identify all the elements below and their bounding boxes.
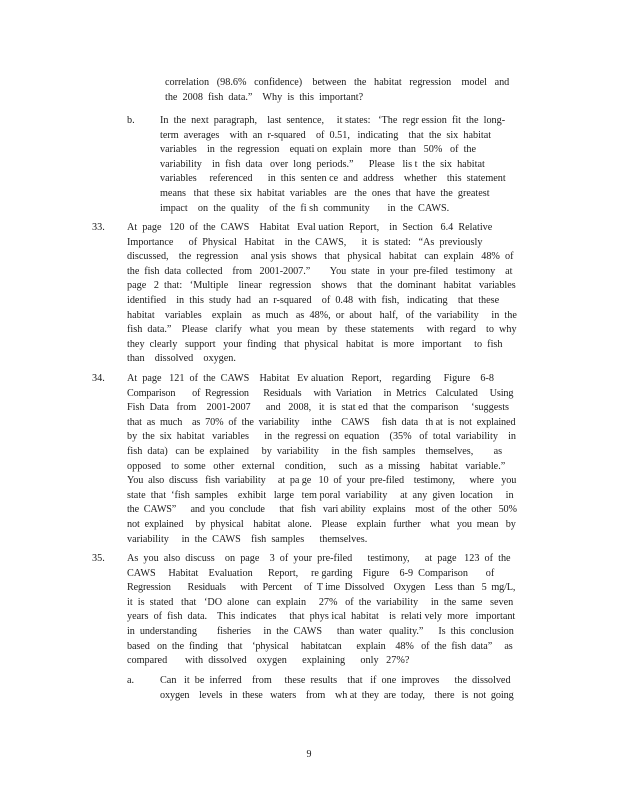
text-line: fish data) can be explained by variability in the fish samples themselves, as (127, 445, 503, 457)
text-line: in understanding fisheries in the CAWS than water quality.” Is this conclusion (127, 625, 514, 637)
subitem-label-a: a. (127, 675, 135, 686)
text-line: the 2008 fish data.” Why is this important? (165, 91, 364, 103)
text-line: Importance of Physical Habitat in the CAWS, it is stated: “As previously (127, 236, 483, 248)
page-number: 9 (306, 749, 312, 760)
text-line: Comparison of Regression Residuals with Variation in Metrics Calculated Using (127, 387, 514, 399)
question-number-34: 34. (92, 373, 105, 384)
text-line: identified in this study had an r-squared of 0.48 with fish, indicating that these (127, 294, 500, 306)
text-line: You also discuss fish variability at pa ge 10 of your pre-filed testimony, where you (127, 475, 517, 487)
text-line: not explained by physical habitat alone. Please explain further what you mean by (127, 518, 516, 530)
text-line: Fish Data from 2001-2007 and 2008, it is stat ed that the comparison ‘suggests (127, 402, 509, 414)
subitem-label-b: b. (127, 115, 135, 126)
text-line: based on the finding that ‘physical habitatcan explain 48% of the fish data” as (127, 640, 513, 652)
question-33-paragraph (127, 221, 517, 367)
text-line: term averages with an r-squared of 0.51, indicating that the six habitat (160, 129, 492, 141)
text-line: At page 121 of the CAWS Habitat Ev aluation Report, regarding Figure 6-8 (127, 373, 494, 384)
question-34-paragraph (127, 372, 517, 547)
text-line: years of fish data. This indicates that phys ical habitat is relati vely more important (127, 611, 516, 623)
text-line: Can it be inferred from these results that if one improves the dissolved (160, 675, 511, 686)
question-35-paragraph (127, 552, 517, 669)
text-line: CAWS Habitat Evaluation Report, re garding Figure 6-9 Comparison of (127, 567, 495, 579)
text-line: state that ‘fish samples exhibit large tem poral variability at any given location in (127, 489, 514, 501)
text-line: that as much as 70% of the variability inthe CAWS fish data th at is not explained (127, 416, 516, 428)
subitem-b-paragraph (160, 114, 518, 216)
question-number-33: 33. (92, 222, 105, 233)
continued-paragraph (165, 76, 515, 105)
text-line: variables referenced in this senten ce and address whether this statement (160, 173, 506, 185)
text-line: impact on the quality of the fi sh community in the CAWS. (160, 202, 450, 214)
text-line: variables in the regression equati on explain more than 50% of the (160, 144, 477, 156)
text-line: the CAWS” and you conclude that fish vari ability explains most of the other 50% (127, 504, 517, 516)
text-line: oxygen levels in these waters from wh at they are today, there is not going (160, 689, 514, 701)
text-line: the fish data collected from 2001-2007.” You state in your pre-filed testimony at (127, 265, 513, 277)
text-line: correlation (98.6% confidence) between the habitat regression model and (165, 77, 510, 88)
text-line: variability in the CAWS fish samples themselves. (127, 533, 368, 545)
text-line: than dissolved oxygen. (127, 353, 236, 365)
text-line: As you also discuss on page 3 of your pre-filed testimony, at page 123 of the (127, 553, 511, 564)
text-line: Regression Residuals with Percent of T ime Dissolved Oxygen Less than 5 mg/L, (127, 582, 516, 594)
text-line: it is stated that ‘DO alone can explain 27% of the variability in the same seven (127, 596, 514, 608)
text-line: means that these six habitat variables are the ones that have the greatest (160, 187, 490, 199)
text-line: opposed to some other external condition, such as a missing habitat variable.” (127, 460, 506, 472)
text-line: page 2 that: ‘Multiple linear regression shows that the dominant habitat variables (127, 280, 516, 292)
text-line: At page 120 of the CAWS Habitat Eval uation Report, in Section 6.4 Relative (127, 222, 493, 233)
text-line: In the next paragraph, last sentence, it states: ‘The regr ession fit the long- (160, 115, 506, 126)
subitem-a-paragraph (160, 674, 518, 703)
text-line: discussed, the regression anal ysis shows that physical habitat can explain 48% of (127, 251, 514, 263)
text-line: they clearly support your finding that physical habitat is more important to fish (127, 338, 503, 350)
text-line: fish data.” Please clarify what you mean by these statements with regard to why (127, 324, 517, 336)
text-line: by the six habitat variables in the regressi on equation (35% of total variability in (127, 431, 517, 443)
text-line: variability in fish data over long periods.” Please lis t the six habitat (160, 158, 485, 170)
text-line: habitat variables explain as much as 48%, or about half, of the variability in the (127, 309, 517, 321)
question-number-35: 35. (92, 553, 105, 564)
text-line: compared with dissolved oxygen explaining only 27%? (127, 655, 410, 667)
